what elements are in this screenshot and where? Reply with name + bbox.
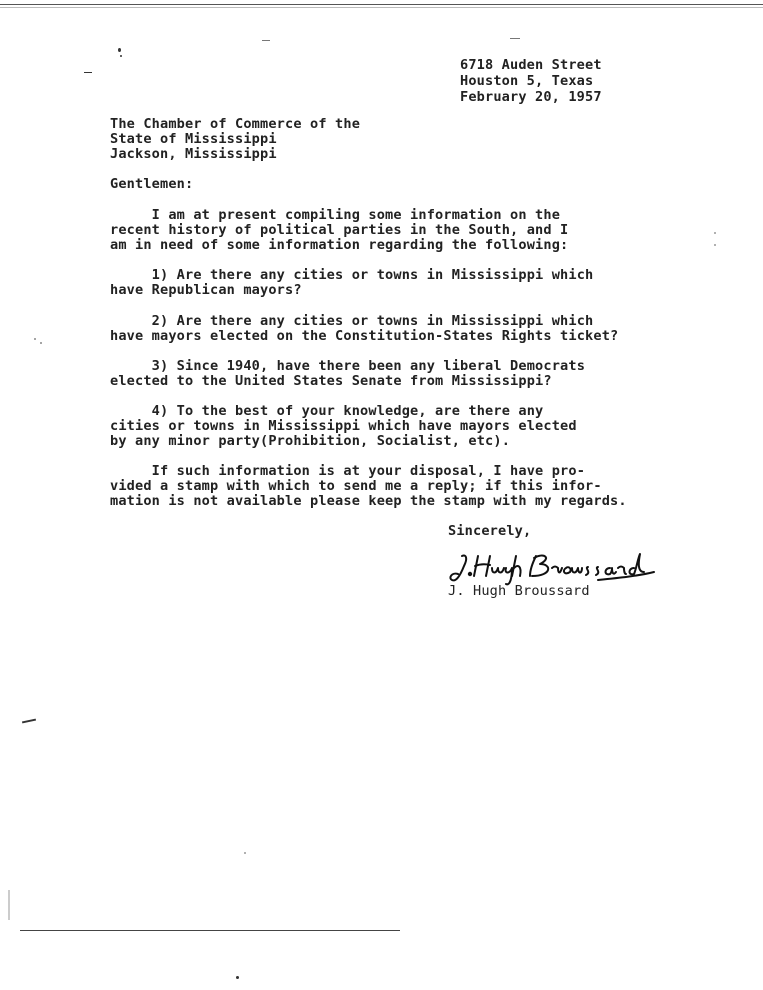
sender-address-street: 6718 Auden Street bbox=[460, 57, 602, 73]
scan-bottom-rule bbox=[20, 930, 400, 931]
sender-address-city: Houston 5, Texas bbox=[460, 73, 594, 89]
intro-line-1: I am at present compiling some information on the bbox=[110, 207, 561, 223]
scan-speck bbox=[714, 244, 716, 246]
valediction: Sincerely, bbox=[448, 523, 532, 539]
scan-speck bbox=[34, 338, 36, 340]
scan-edge-left bbox=[8, 890, 10, 920]
question-1-line-1: 1) Are there any cities or towns in Mississippi which bbox=[110, 267, 594, 283]
scan-speck bbox=[714, 232, 716, 234]
letter-date: February 20, 1957 bbox=[460, 89, 602, 105]
closing-line-1: If such information is at your disposal, I have pro- bbox=[110, 463, 586, 479]
scan-edge-faint bbox=[0, 7, 763, 8]
question-4-line-2: cities or towns in Mississippi which have mayors elected bbox=[110, 418, 577, 434]
scan-speck bbox=[120, 55, 122, 57]
recipient-line-1: The Chamber of Commerce of the bbox=[110, 116, 361, 132]
question-4-line-3: by any minor party(Prohibition, Socialist, etc). bbox=[110, 433, 511, 449]
signer-name: J. Hugh Broussard bbox=[448, 583, 590, 599]
question-2-line-1: 2) Are there any cities or towns in Mississippi which bbox=[110, 313, 594, 329]
scan-speck bbox=[244, 852, 246, 854]
question-3-line-1: 3) Since 1940, have there been any liberal Democrats bbox=[110, 358, 586, 374]
question-2-line-2: have mayors elected on the Constitution-States Rights ticket? bbox=[110, 328, 619, 344]
question-4-line-1: 4) To the best of your knowledge, are there any bbox=[110, 403, 544, 419]
scan-speck bbox=[236, 976, 239, 979]
scan-speck bbox=[118, 48, 121, 52]
question-3-line-2: elected to the United States Senate from Mississippi? bbox=[110, 373, 552, 389]
intro-line-3: am in need of some information regarding the following: bbox=[110, 237, 569, 253]
recipient-line-2: State of Mississippi bbox=[110, 131, 277, 147]
scan-mark bbox=[262, 40, 270, 41]
scan-edge bbox=[0, 4, 763, 5]
recipient-line-3: Jackson, Mississippi bbox=[110, 146, 277, 162]
salutation: Gentlemen: bbox=[110, 176, 194, 192]
question-1-line-2: have Republican mayors? bbox=[110, 282, 302, 298]
closing-line-3: mation is not available please keep the stamp with my regards. bbox=[110, 493, 627, 509]
intro-line-2: recent history of political parties in the South, and I bbox=[110, 222, 569, 238]
scan-speck bbox=[40, 342, 42, 344]
closing-line-2: vided a stamp with which to send me a reply; if this infor- bbox=[110, 478, 602, 494]
scan-mark bbox=[510, 38, 520, 39]
scan-mark bbox=[22, 719, 36, 724]
scan-mark bbox=[84, 72, 92, 73]
